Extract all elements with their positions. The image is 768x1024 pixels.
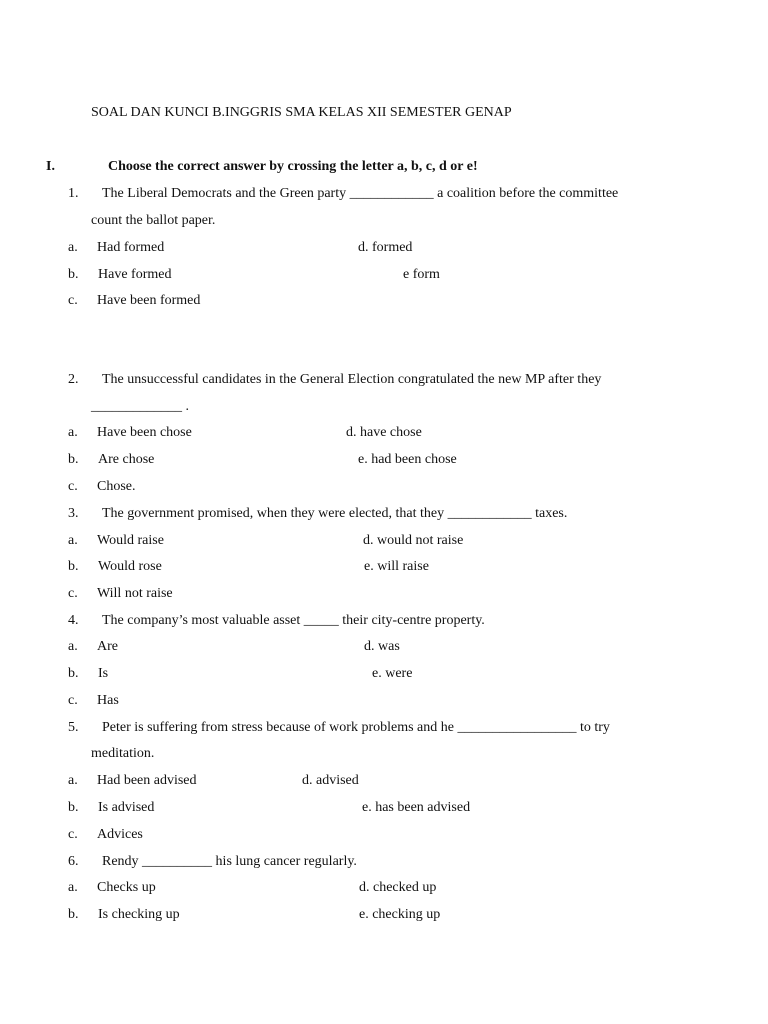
option-text: Is advised — [98, 800, 155, 815]
option-text: d. would not raise — [363, 533, 464, 548]
question-text-continued: meditation. — [91, 746, 155, 761]
option-text: Is checking up — [98, 907, 180, 922]
question-text: The company’s most valuable asset _____ their city-centre property. — [102, 613, 485, 628]
option-letter: b. — [68, 666, 79, 681]
option-text: d. advised — [302, 773, 359, 788]
option-text: d. have chose — [346, 425, 422, 440]
question-number: 5. — [68, 720, 79, 735]
option-letter: c. — [68, 293, 78, 308]
option-letter: c. — [68, 586, 78, 601]
option-text: e. has been advised — [362, 800, 471, 815]
option-text: Had formed — [97, 240, 165, 255]
option-text: Advices — [97, 827, 143, 842]
option-text: Chose. — [97, 479, 136, 494]
option-letter: c. — [68, 827, 78, 842]
option-text: Would raise — [97, 533, 164, 548]
question-text: The unsuccessful candidates in the General Election congratulated the new MP after they — [102, 372, 602, 387]
option-text: Checks up — [97, 880, 156, 895]
option-text: e. had been chose — [358, 452, 457, 467]
option-text: Has — [97, 693, 119, 708]
option-text: Will not raise — [97, 586, 173, 601]
section-numeral: I. — [46, 159, 55, 174]
option-text: e. will raise — [364, 559, 429, 574]
question-number: 4. — [68, 613, 79, 628]
question-number: 2. — [68, 372, 79, 387]
option-text: Are — [97, 639, 118, 654]
option-text: d. formed — [358, 240, 413, 255]
option-letter: b. — [68, 452, 79, 467]
option-text: Would rose — [98, 559, 162, 574]
question-text: Peter is suffering from stress because of work problems and he _________________ to try — [102, 720, 610, 735]
question-text-continued: count the ballot paper. — [91, 213, 216, 228]
option-text: Had been advised — [97, 773, 197, 788]
option-letter: a. — [68, 639, 78, 654]
option-text: Are chose — [98, 452, 155, 467]
question-number: 6. — [68, 854, 79, 869]
question-text-continued: _____________ . — [91, 399, 189, 414]
option-text: Is — [98, 666, 109, 681]
option-text: d. checked up — [359, 880, 437, 895]
option-text: e form — [403, 267, 440, 282]
option-letter: a. — [68, 533, 78, 548]
option-letter: a. — [68, 880, 78, 895]
option-letter: a. — [68, 773, 78, 788]
option-letter: a. — [68, 240, 78, 255]
option-text: e. were — [372, 666, 413, 681]
option-letter: c. — [68, 693, 78, 708]
question-number: 3. — [68, 506, 79, 521]
question-text: Rendy __________ his lung cancer regularly. — [102, 854, 357, 869]
option-text: Have been formed — [97, 293, 201, 308]
option-letter: c. — [68, 479, 78, 494]
option-text: e. checking up — [359, 907, 441, 922]
option-letter: b. — [68, 907, 79, 922]
option-text: Have formed — [98, 267, 172, 282]
question-text: The government promised, when they were elected, that they ____________ taxes. — [102, 506, 568, 521]
option-text: d. was — [364, 639, 400, 654]
question-text: The Liberal Democrats and the Green party ____________ a coalition before the committee — [102, 186, 619, 201]
document-title: SOAL DAN KUNCI B.INGGRIS SMA KELAS XII SEMESTER GENAP — [91, 105, 512, 120]
option-letter: b. — [68, 267, 79, 282]
option-letter: b. — [68, 559, 79, 574]
option-text: Have been chose — [97, 425, 192, 440]
option-letter: a. — [68, 425, 78, 440]
section-instruction: Choose the correct answer by crossing the letter a, b, c, d or e! — [108, 159, 478, 174]
option-letter: b. — [68, 800, 79, 815]
question-number: 1. — [68, 186, 79, 201]
